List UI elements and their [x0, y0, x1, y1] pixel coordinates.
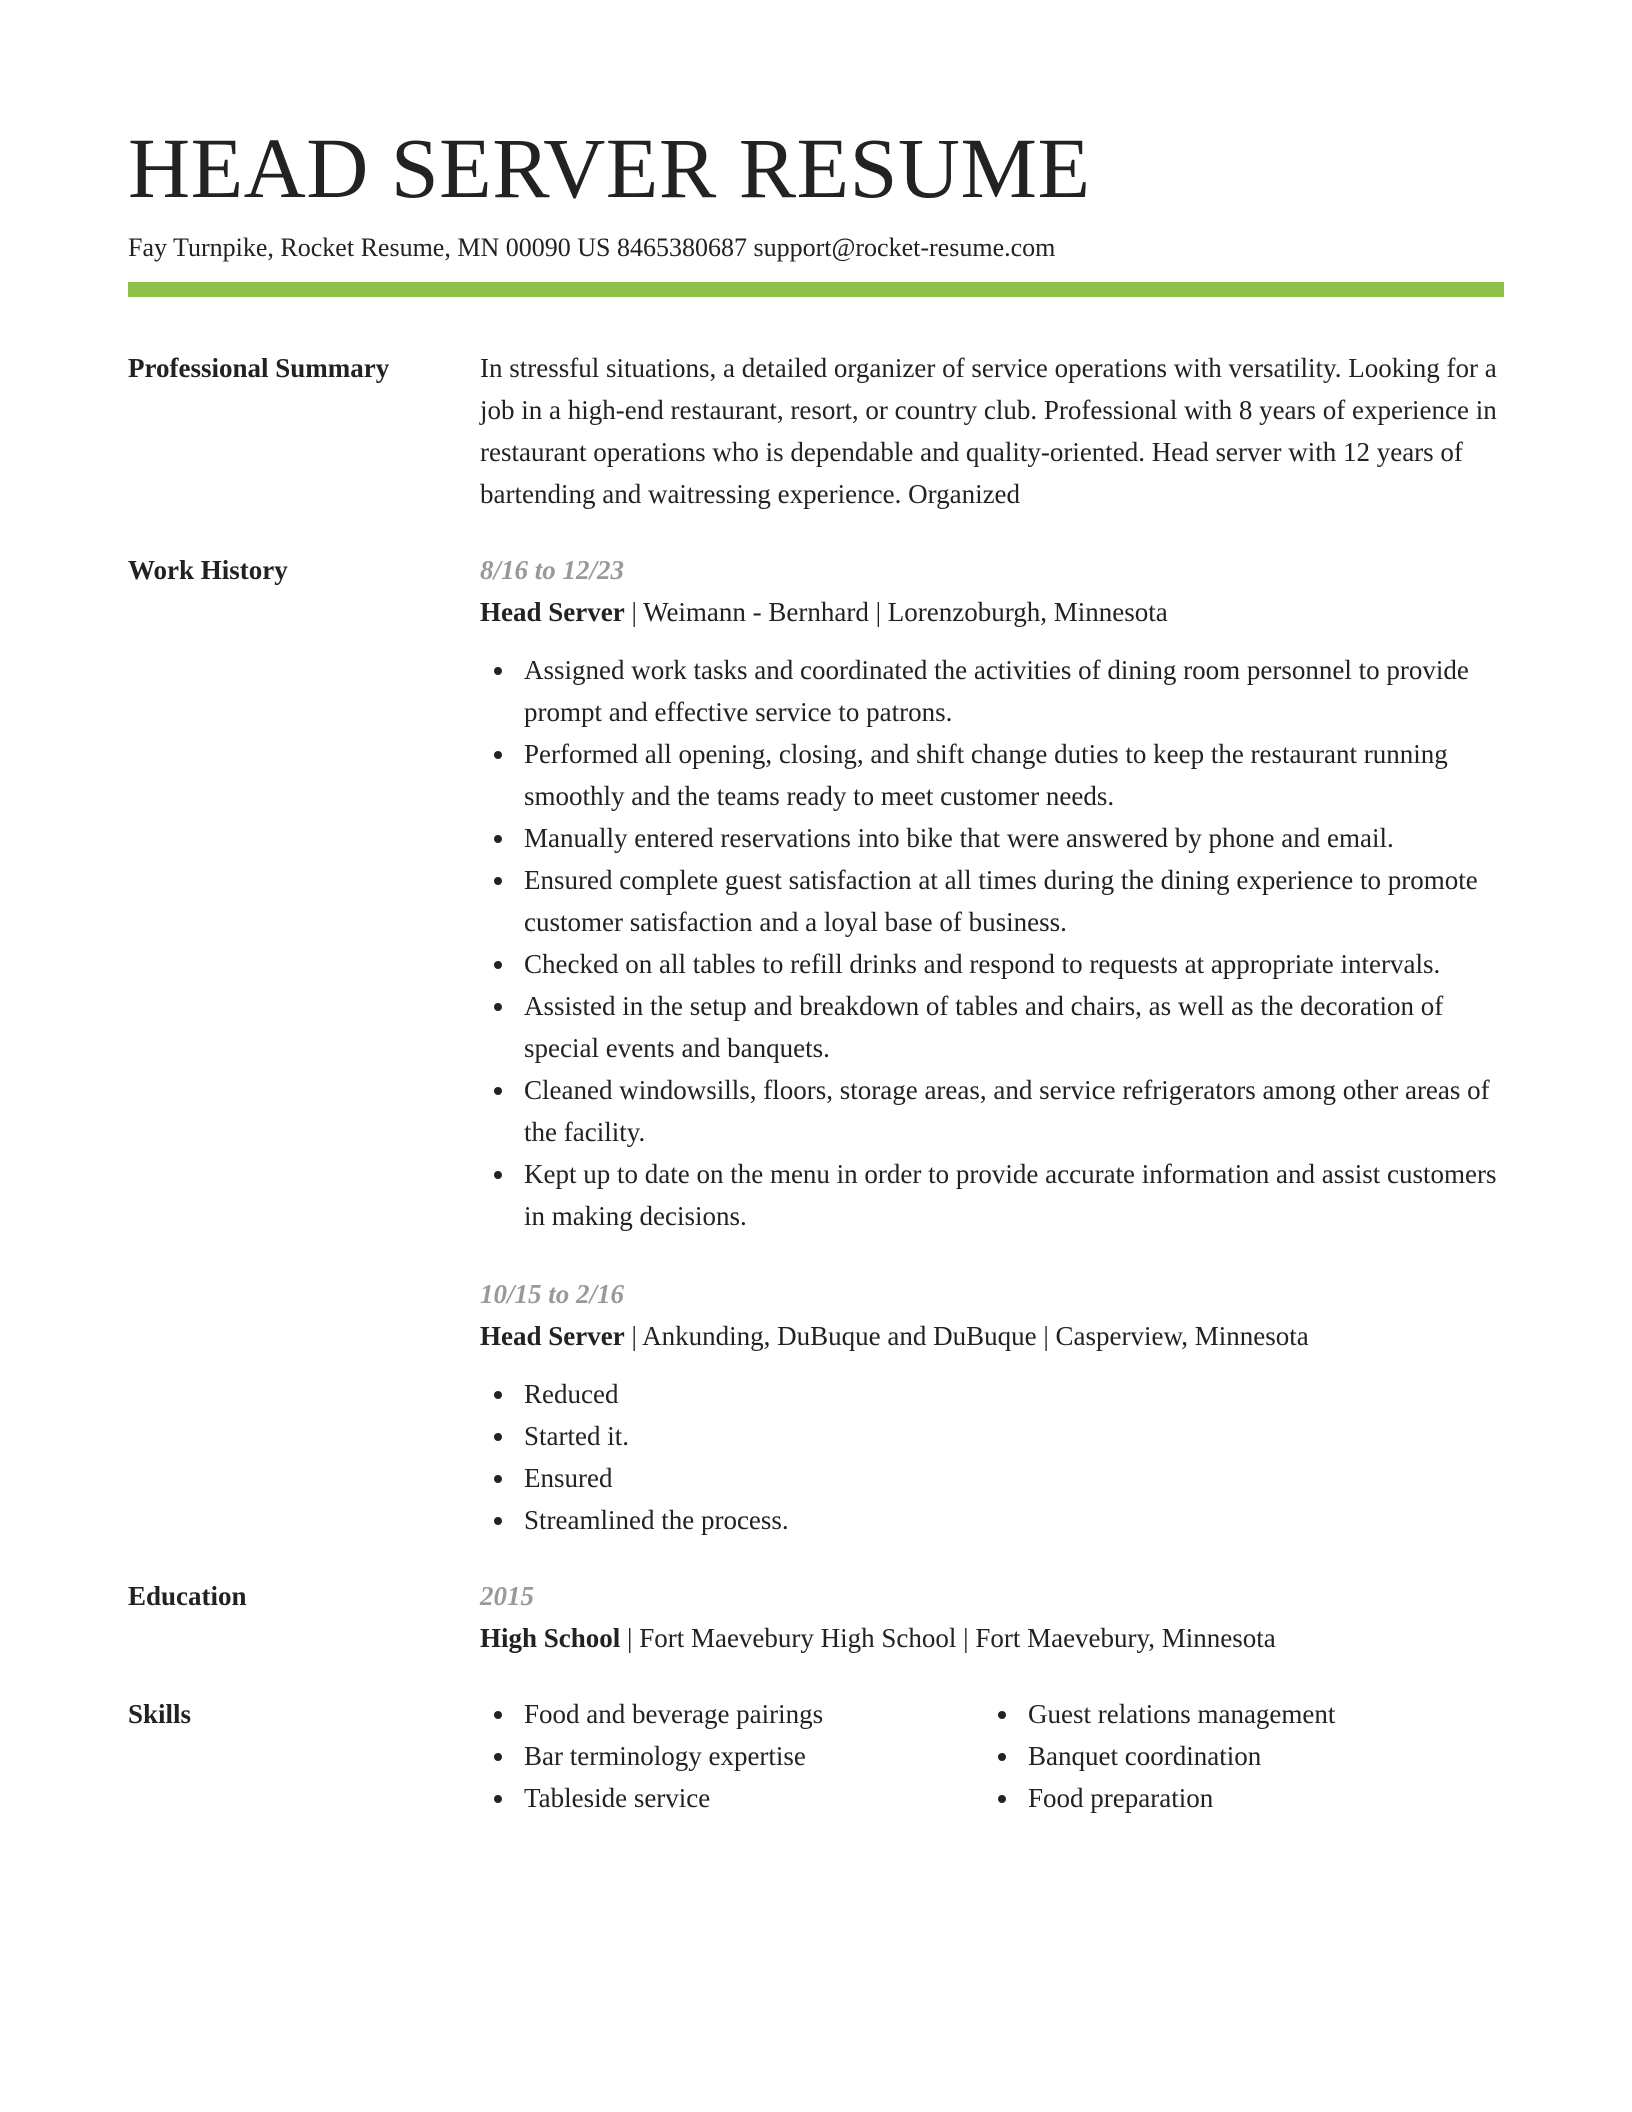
- list-item: Performed all opening, closing, and shift change duties to keep the restaurant running smoothly and the teams ready to meet customer needs.: [524, 733, 1504, 817]
- contact-line: Fay Turnpike, Rocket Resume, MN 00090 US 8465380687 support@rocket-resume.com: [128, 233, 1056, 262]
- list-item: Ensured complete guest satisfaction at all times during the dining experience to promote customer satisfaction and a loyal base of business.: [524, 859, 1504, 943]
- job-heading: [480, 591, 1504, 633]
- job-duties-list: [480, 649, 1504, 1237]
- list-item: Tableside service: [524, 1777, 984, 1819]
- education-section: [128, 1575, 1504, 1659]
- list-item: Kept up to date on the menu in order to provide accurate information and assist customers in making decisions.: [524, 1153, 1504, 1237]
- section-label-skills: Skills: [128, 1699, 192, 1729]
- section-label-education: Education: [128, 1581, 247, 1611]
- education-degree: High School: [480, 1623, 621, 1653]
- section-label-summary: Professional Summary: [128, 353, 390, 383]
- skills-body: [480, 1693, 1504, 1819]
- job-details: | Weimann - Bernhard | Lorenzoburgh, Minnesota: [624, 597, 1168, 627]
- job-duties-list: [480, 1373, 1504, 1541]
- list-item: Guest relations management: [1028, 1693, 1504, 1735]
- section-label-work: Work History: [128, 555, 288, 585]
- job-title: Head Server: [480, 597, 625, 627]
- list-item: Assisted in the setup and breakdown of tables and chairs, as well as the decoration of special events and banquets.: [524, 985, 1504, 1069]
- list-item: Food and beverage pairings: [524, 1693, 984, 1735]
- summary-text: In stressful situations, a detailed organizer of service operations with versatility. Looking for a job in a high-end restaurant, resort, or country club. Professional with 8 years of experience in restaurant operations who is dependable and quality-oriented. Head server with 12 years of bartending and waitressing experience. Organized: [480, 353, 1497, 509]
- list-item: Cleaned windowsills, floors, storage areas, and service refrigerators among other areas of the facility.: [524, 1069, 1504, 1153]
- list-item: Food preparation: [1028, 1777, 1504, 1819]
- list-item: Manually entered reservations into bike that were answered by phone and email.: [524, 817, 1504, 859]
- job-title: Head Server: [480, 1321, 625, 1351]
- skills-columns: [480, 1693, 1504, 1819]
- job-entry: [480, 1273, 1504, 1541]
- job-heading: [480, 1315, 1504, 1357]
- professional-summary-section: [128, 347, 1504, 515]
- work-history-section: [128, 549, 1504, 1541]
- education-year: 2015: [480, 1581, 534, 1611]
- resume-page: [128, 118, 1504, 1819]
- list-item: Banquet coordination: [1028, 1735, 1504, 1777]
- list-item: Streamlined the process.: [524, 1499, 1504, 1541]
- skills-section: [128, 1693, 1504, 1819]
- work-history-body: [480, 549, 1504, 1541]
- job-entry: [480, 549, 1504, 1237]
- job-dates: 8/16 to 12/23: [480, 555, 625, 585]
- list-item: Started it.: [524, 1415, 1504, 1457]
- education-heading: [480, 1617, 1504, 1659]
- skills-list-right: [984, 1693, 1504, 1819]
- job-dates: 10/15 to 2/16: [480, 1279, 625, 1309]
- education-details: | Fort Maevebury High School | Fort Maevebury, Minnesota: [620, 1623, 1276, 1653]
- accent-divider: [128, 282, 1504, 297]
- education-body: [480, 1575, 1504, 1659]
- list-item: Checked on all tables to refill drinks and respond to requests at appropriate intervals.: [524, 943, 1504, 985]
- list-item: Ensured: [524, 1457, 1504, 1499]
- skills-list-left: [480, 1693, 984, 1819]
- job-details: | Ankunding, DuBuque and DuBuque | Casperview, Minnesota: [624, 1321, 1309, 1351]
- list-item: Assigned work tasks and coordinated the activities of dining room personnel to provide prompt and effective service to patrons.: [524, 649, 1504, 733]
- list-item: Bar terminology expertise: [524, 1735, 984, 1777]
- resume-title: HEAD SERVER RESUME: [128, 120, 1091, 216]
- list-item: Reduced: [524, 1373, 1504, 1415]
